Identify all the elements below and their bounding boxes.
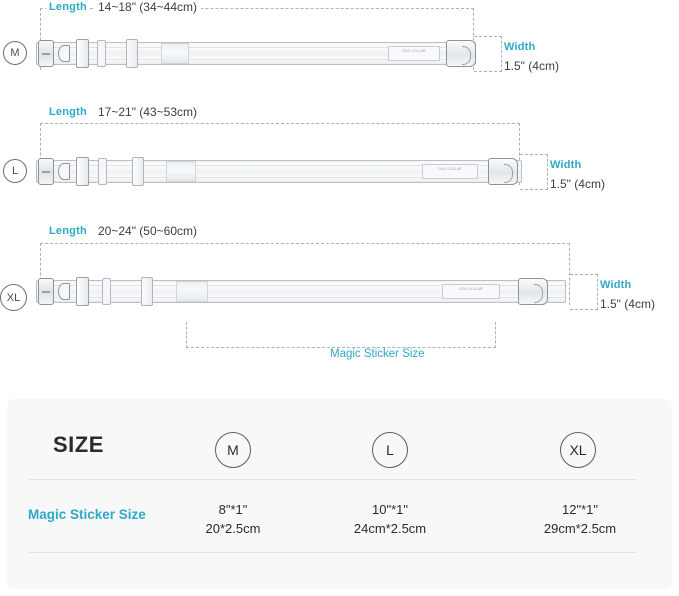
magic-sticker-dimension-box	[186, 322, 496, 348]
size-table-card	[7, 399, 672, 589]
size-badge-xl: XL	[0, 284, 27, 311]
width-value-m: 1.5" (4cm)	[504, 59, 559, 73]
length-label-m: Length	[46, 1, 90, 13]
width-dimension-box-m	[474, 36, 502, 72]
collar-right-buckle-l	[488, 158, 518, 185]
length-label-xl: Length	[46, 225, 90, 237]
collar-velcro-patch-l	[166, 161, 196, 182]
table-cell-m-line2: 20*2.5cm	[205, 521, 261, 536]
table-header-xl: XL	[560, 432, 596, 468]
table-cell-l-line1: 10"*1"	[372, 502, 408, 517]
table-cell-l	[322, 500, 458, 538]
table-divider-top	[28, 479, 637, 480]
collar-label-patch-xl: DOG COLLAR	[442, 284, 500, 299]
table-cell-xl-line1: 12"*1"	[562, 502, 598, 517]
collar-velcro-patch-m	[161, 43, 189, 64]
size-badge-m: M	[3, 41, 27, 65]
length-value-m: 14~18" (34~44cm)	[94, 0, 201, 14]
table-row-label-magic-sticker-size: Magic Sticker Size	[28, 507, 146, 522]
collar-label-patch-l: DOG COLLAR	[422, 164, 478, 179]
width-label-l: Width	[550, 159, 582, 171]
collar-slider-l	[132, 157, 144, 186]
width-value-xl: 1.5" (4cm)	[600, 297, 655, 311]
size-badge-l: L	[3, 159, 27, 183]
table-divider-bottom	[28, 552, 637, 553]
collar-illustration-xl	[36, 277, 566, 307]
collar-left-buckle-m	[38, 40, 54, 67]
length-value-xl: 20~24" (50~60cm)	[94, 224, 201, 238]
collar-left-buckle-l	[38, 158, 54, 185]
width-label-m: Width	[504, 41, 536, 53]
magic-sticker-caption: Magic Sticker Size	[330, 348, 425, 360]
table-cell-m	[168, 500, 298, 538]
collar-right-buckle-xl	[518, 278, 548, 305]
table-header-l: L	[372, 432, 408, 468]
collar-label-patch-m: DOG COLLAR	[388, 46, 440, 61]
width-dimension-box-xl	[570, 274, 598, 310]
collar-slider-m	[126, 39, 138, 68]
table-cell-m-line1: 8"*1"	[218, 502, 248, 517]
collar-d-ring-l	[58, 163, 70, 180]
collar-d-ring-m	[58, 45, 70, 62]
collar-keeper-xl	[102, 278, 111, 305]
collar-velcro-patch-xl	[176, 281, 208, 302]
collar-keeper-m	[97, 40, 106, 67]
collar-d-ring-xl	[58, 283, 70, 300]
width-dimension-box-l	[520, 154, 548, 190]
collar-illustration-l	[36, 157, 522, 187]
length-value-l: 17~21" (43~53cm)	[94, 105, 201, 119]
width-label-xl: Width	[600, 279, 632, 291]
collar-slider-xl	[141, 277, 153, 306]
table-cell-xl	[512, 500, 648, 538]
collar-adjuster-xl	[76, 277, 89, 306]
table-cell-l-line2: 24cm*2.5cm	[353, 521, 427, 536]
table-corner-label: SIZE	[53, 432, 104, 457]
collar-keeper-l	[98, 158, 107, 185]
collar-adjuster-m	[76, 39, 89, 68]
length-label-l: Length	[46, 106, 90, 118]
collar-illustration-m	[36, 39, 476, 69]
collar-left-buckle-xl	[38, 278, 54, 305]
collar-adjuster-l	[76, 157, 89, 186]
collar-right-buckle-m	[446, 40, 476, 67]
table-header-m: M	[215, 432, 251, 468]
table-cell-xl-line2: 29cm*2.5cm	[543, 521, 617, 536]
width-value-l: 1.5" (4cm)	[550, 177, 605, 191]
